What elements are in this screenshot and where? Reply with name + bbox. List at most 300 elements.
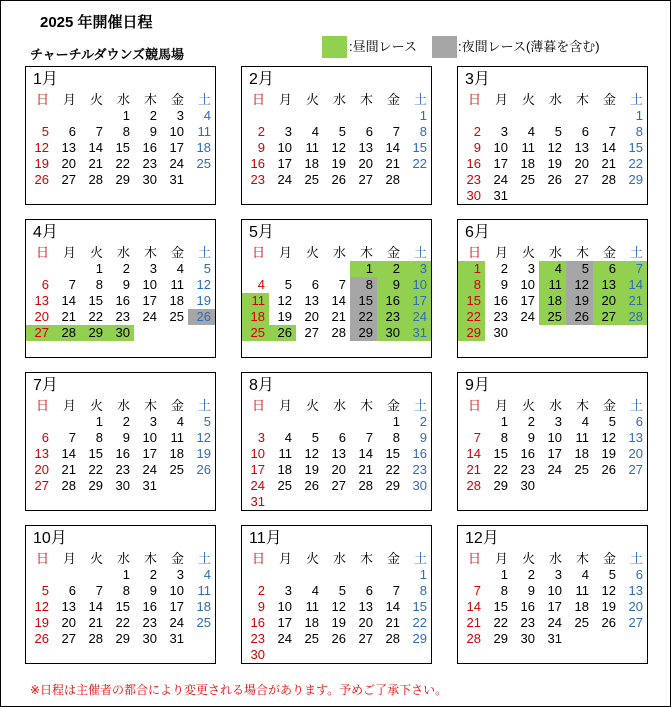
weekday-label: 土 [629, 398, 643, 413]
day-cell: 17 [142, 293, 157, 308]
day-cell: 7 [365, 430, 373, 445]
day-cell: 20 [358, 156, 373, 171]
day-cell: 20 [34, 462, 49, 477]
day-cell: 9 [500, 277, 508, 292]
empty-cell [242, 567, 269, 583]
weekday-label: 金 [170, 245, 184, 260]
empty-cell [269, 414, 296, 430]
day-cell: 29 [458, 325, 485, 341]
day-cell: 16 [520, 446, 535, 461]
day-cell: 29 [88, 478, 103, 493]
day-cell: 4 [311, 583, 319, 598]
legend-night-race-swatch [432, 36, 457, 58]
weekday-label: 木 [575, 92, 589, 107]
week-row [458, 583, 647, 599]
day-cell: 4 [203, 108, 211, 123]
weekday-label: 月 [494, 398, 508, 413]
day-cell: 27 [304, 325, 319, 340]
day-cell: 2 [377, 261, 404, 277]
day-cell: 21 [466, 462, 481, 477]
empty-cell [350, 567, 377, 583]
day-cell: 23 [142, 615, 157, 630]
empty-cell [593, 631, 620, 647]
day-cell: 31 [250, 494, 265, 509]
day-cell: 5 [338, 583, 346, 598]
day-cell: 28 [331, 325, 346, 340]
day-cell: 12 [196, 277, 211, 292]
empty-cell [269, 108, 296, 124]
weekday-label: 土 [629, 92, 643, 107]
day-cell: 25 [277, 478, 292, 493]
day-cell: 20 [628, 599, 643, 614]
weekday-header-row [26, 551, 215, 567]
day-cell: 1 [122, 108, 130, 123]
day-cell: 21 [88, 615, 103, 630]
day-cell: 29 [628, 172, 643, 187]
day-cell: 31 [169, 631, 184, 646]
day-cell: 1 [500, 414, 508, 429]
weekday-label: 火 [305, 92, 319, 107]
weekday-label: 土 [413, 245, 427, 260]
day-cell: 20 [358, 615, 373, 630]
week-row [26, 446, 215, 462]
weekday-label: 木 [143, 92, 157, 107]
day-cell: 13 [593, 277, 620, 293]
day-cell: 28 [61, 478, 76, 493]
day-cell: 25 [304, 172, 319, 187]
weekday-label: 水 [332, 245, 346, 260]
day-cell: 7 [473, 430, 481, 445]
day-cell: 15 [115, 140, 130, 155]
weekday-label: 月 [62, 92, 76, 107]
day-cell: 8 [392, 430, 400, 445]
day-cell: 26 [547, 172, 562, 187]
day-cell: 14 [61, 446, 76, 461]
day-cell: 22 [115, 156, 130, 171]
week-row [26, 156, 215, 172]
month-title: 9月 [465, 377, 490, 394]
week-row [26, 599, 215, 615]
empty-cell [269, 567, 296, 583]
month-title: 10月 [33, 530, 67, 547]
empty-cell [620, 325, 647, 341]
day-cell: 20 [593, 293, 620, 309]
weekday-label: 木 [143, 245, 157, 260]
week-row [458, 261, 647, 277]
weekday-label: 金 [602, 245, 616, 260]
day-cell: 12 [566, 277, 593, 293]
day-cell: 5 [338, 124, 346, 139]
day-cell: 12 [196, 430, 211, 445]
day-cell: 9 [149, 124, 157, 139]
empty-cell [80, 567, 107, 583]
empty-cell [296, 494, 323, 510]
day-cell: 30 [250, 647, 265, 662]
day-cell: 6 [365, 124, 373, 139]
day-cell: 29 [115, 631, 130, 646]
week-row [242, 261, 431, 277]
weekday-label: 水 [548, 551, 562, 566]
week-row [242, 277, 431, 293]
day-cell: 25 [304, 631, 319, 646]
weekday-label: 月 [278, 398, 292, 413]
day-cell: 26 [566, 309, 593, 325]
day-cell: 16 [250, 615, 265, 630]
day-cell: 21 [61, 462, 76, 477]
day-cell: 30 [107, 325, 134, 341]
month-calendar-grid [25, 66, 648, 664]
day-cell: 21 [385, 615, 400, 630]
weekday-header-row [458, 551, 647, 567]
empty-cell [350, 414, 377, 430]
day-cell: 28 [53, 325, 80, 341]
week-row [458, 140, 647, 156]
day-cell: 27 [358, 631, 373, 646]
day-cell: 30 [115, 478, 130, 493]
month-calendar [457, 525, 648, 664]
day-cell: 7 [608, 124, 616, 139]
day-cell: 18 [277, 462, 292, 477]
week-row [242, 172, 431, 188]
day-cell: 18 [196, 599, 211, 614]
day-cell: 20 [61, 156, 76, 171]
empty-cell [566, 188, 593, 204]
day-cell: 19 [34, 615, 49, 630]
day-cell: 17 [169, 599, 184, 614]
day-cell: 25 [539, 309, 566, 325]
day-cell: 21 [61, 309, 76, 324]
day-cell: 2 [419, 414, 427, 429]
empty-cell [593, 188, 620, 204]
weekday-label: 土 [197, 245, 211, 260]
day-cell: 13 [61, 599, 76, 614]
weekday-label: 日 [35, 551, 49, 566]
day-cell: 1 [392, 414, 400, 429]
weekday-label: 日 [467, 398, 481, 413]
month-calendar [241, 66, 432, 205]
week-row [26, 261, 215, 277]
day-cell: 12 [331, 140, 346, 155]
day-cell: 16 [412, 446, 427, 461]
day-cell: 27 [61, 172, 76, 187]
empty-cell [404, 172, 431, 188]
day-cell: 29 [115, 172, 130, 187]
day-cell: 19 [566, 293, 593, 309]
weekday-label: 水 [332, 398, 346, 413]
day-cell: 16 [142, 599, 157, 614]
empty-cell [350, 494, 377, 510]
empty-cell [620, 478, 647, 494]
day-cell: 26 [601, 615, 616, 630]
day-cell: 28 [385, 172, 400, 187]
empty-cell [539, 325, 566, 341]
day-cell: 19 [601, 446, 616, 461]
day-cell: 9 [377, 277, 404, 293]
day-cell: 4 [203, 567, 211, 582]
day-cell: 31 [547, 631, 562, 646]
weekday-label: 金 [170, 92, 184, 107]
weekday-label: 水 [332, 551, 346, 566]
weekday-label: 水 [116, 551, 130, 566]
day-cell: 6 [41, 430, 49, 445]
weekday-label: 金 [602, 92, 616, 107]
weekday-label: 日 [251, 92, 265, 107]
empty-cell [323, 647, 350, 663]
weekday-label: 土 [197, 551, 211, 566]
day-cell: 7 [68, 277, 76, 292]
week-row [26, 325, 215, 341]
day-cell: 15 [458, 293, 485, 309]
empty-cell [539, 478, 566, 494]
day-cell: 5 [608, 414, 616, 429]
day-cell: 30 [493, 325, 508, 340]
week-row [26, 108, 215, 124]
day-cell: 6 [635, 567, 643, 582]
day-cell: 31 [142, 478, 157, 493]
day-cell: 11 [170, 277, 184, 292]
empty-cell [458, 567, 485, 583]
day-cell: 27 [331, 478, 346, 493]
weekday-label: 木 [143, 398, 157, 413]
weekday-label: 火 [521, 245, 535, 260]
month-calendar [457, 372, 648, 511]
weekday-label: 日 [251, 398, 265, 413]
day-cell: 17 [547, 599, 562, 614]
week-row [26, 430, 215, 446]
day-cell: 6 [311, 277, 319, 292]
day-cell: 6 [68, 583, 76, 598]
week-row [26, 631, 215, 647]
day-cell: 9 [122, 277, 130, 292]
day-cell: 8 [95, 277, 103, 292]
day-cell: 27 [34, 478, 49, 493]
weekday-label: 火 [521, 92, 535, 107]
day-cell: 1 [419, 108, 427, 123]
day-cell: 17 [493, 156, 508, 171]
day-cell: 4 [311, 124, 319, 139]
day-cell: 26 [331, 631, 346, 646]
day-cell: 15 [493, 446, 508, 461]
weekday-label: 金 [602, 551, 616, 566]
day-cell: 24 [277, 172, 292, 187]
empty-cell [458, 414, 485, 430]
weekday-header-row [458, 92, 647, 108]
month-title: 2月 [249, 71, 274, 88]
weekday-label: 金 [170, 398, 184, 413]
day-cell: 13 [304, 293, 319, 308]
day-cell: 25 [196, 615, 211, 630]
weekday-label: 火 [305, 398, 319, 413]
day-cell: 1 [419, 567, 427, 582]
month-title: 3月 [465, 71, 490, 88]
empty-cell [458, 108, 485, 124]
day-cell: 26 [196, 462, 211, 477]
weekday-label: 木 [575, 245, 589, 260]
weekday-label: 日 [35, 398, 49, 413]
day-cell: 20 [574, 156, 589, 171]
week-row [242, 599, 431, 615]
day-cell: 1 [122, 567, 130, 582]
week-row [458, 309, 647, 325]
day-cell: 29 [412, 631, 427, 646]
day-cell: 14 [358, 446, 373, 461]
weekday-label: 火 [305, 551, 319, 566]
day-cell: 24 [277, 631, 292, 646]
day-cell: 4 [527, 124, 535, 139]
week-row [458, 172, 647, 188]
day-cell: 28 [466, 631, 481, 646]
empty-cell [242, 414, 269, 430]
day-cell: 25 [169, 309, 184, 324]
empty-cell [26, 108, 53, 124]
day-cell: 23 [115, 309, 130, 324]
week-row [458, 277, 647, 293]
month-calendar [241, 525, 432, 664]
day-cell: 18 [169, 293, 184, 308]
day-cell: 1 [95, 414, 103, 429]
day-cell: 12 [601, 583, 616, 598]
weekday-header-row [242, 551, 431, 567]
day-cell: 5 [203, 261, 211, 276]
empty-cell [566, 478, 593, 494]
day-cell: 3 [527, 261, 535, 276]
day-cell: 16 [115, 293, 130, 308]
day-cell: 18 [169, 446, 184, 461]
day-cell: 23 [520, 615, 535, 630]
day-cell: 22 [412, 615, 427, 630]
day-cell: 7 [473, 583, 481, 598]
empty-cell [80, 108, 107, 124]
weekday-label: 月 [494, 92, 508, 107]
day-cell: 23 [493, 309, 508, 324]
day-cell: 18 [304, 615, 319, 630]
weekday-label: 日 [251, 245, 265, 260]
day-cell: 9 [527, 430, 535, 445]
day-cell: 1 [500, 567, 508, 582]
day-cell: 19 [304, 462, 319, 477]
empty-cell [593, 478, 620, 494]
day-cell: 16 [377, 293, 404, 309]
day-cell: 9 [473, 140, 481, 155]
day-cell: 8 [500, 583, 508, 598]
week-row [458, 446, 647, 462]
day-cell: 5 [311, 430, 319, 445]
empty-cell [323, 108, 350, 124]
empty-cell [512, 325, 539, 341]
day-cell: 20 [34, 309, 49, 324]
day-cell: 11 [278, 446, 292, 461]
day-cell: 15 [628, 140, 643, 155]
weekday-label: 月 [62, 551, 76, 566]
month-calendar [25, 372, 216, 511]
day-cell: 10 [520, 277, 535, 292]
day-cell: 31 [404, 325, 431, 341]
day-cell: 18 [520, 156, 535, 171]
empty-cell [188, 478, 215, 494]
empty-cell [620, 188, 647, 204]
day-cell: 6 [338, 430, 346, 445]
day-cell: 14 [88, 599, 103, 614]
week-row [26, 478, 215, 494]
weekday-label: 土 [197, 92, 211, 107]
day-cell: 17 [404, 293, 431, 309]
day-cell: 27 [26, 325, 53, 341]
day-cell: 12 [34, 140, 49, 155]
weekday-label: 月 [62, 245, 76, 260]
week-row [242, 478, 431, 494]
empty-cell [539, 108, 566, 124]
day-cell: 25 [574, 615, 589, 630]
day-cell: 13 [358, 599, 373, 614]
empty-cell [53, 414, 80, 430]
weekday-header-row [458, 245, 647, 261]
day-cell: 26 [269, 325, 296, 341]
day-cell: 29 [493, 631, 508, 646]
day-cell: 1 [458, 261, 485, 277]
day-cell: 25 [242, 325, 269, 341]
day-cell: 4 [176, 261, 184, 276]
weekday-label: 火 [89, 398, 103, 413]
day-cell: 17 [520, 293, 535, 308]
day-cell: 15 [412, 599, 427, 614]
day-cell: 19 [277, 309, 292, 324]
day-cell: 14 [61, 293, 76, 308]
day-cell: 23 [250, 631, 265, 646]
day-cell: 15 [115, 599, 130, 614]
day-cell: 6 [581, 124, 589, 139]
day-cell: 8 [635, 124, 643, 139]
weekday-label: 木 [575, 551, 589, 566]
day-cell: 26 [34, 631, 49, 646]
day-cell: 22 [115, 615, 130, 630]
page-title: 2025 年開催日程 [40, 14, 153, 31]
day-cell: 11 [305, 140, 319, 155]
venue-name: チャーチルダウンズ競馬場 [30, 47, 185, 62]
weekday-label: 土 [413, 551, 427, 566]
day-cell: 28 [601, 172, 616, 187]
month-title: 8月 [249, 377, 274, 394]
day-cell: 24 [169, 156, 184, 171]
day-cell: 9 [122, 430, 130, 445]
day-cell: 3 [149, 261, 157, 276]
day-cell: 3 [284, 124, 292, 139]
day-cell: 23 [520, 462, 535, 477]
week-row [242, 446, 431, 462]
day-cell: 16 [466, 156, 481, 171]
day-cell: 21 [620, 293, 647, 309]
week-row [458, 108, 647, 124]
day-cell: 22 [412, 156, 427, 171]
day-cell: 14 [385, 140, 400, 155]
weekday-label: 木 [359, 245, 373, 260]
day-cell: 16 [142, 140, 157, 155]
week-row [26, 414, 215, 430]
day-cell: 3 [176, 567, 184, 582]
week-row [242, 615, 431, 631]
day-cell: 13 [61, 140, 76, 155]
weekday-label: 金 [602, 398, 616, 413]
empty-cell [242, 108, 269, 124]
day-cell: 27 [61, 631, 76, 646]
day-cell: 5 [554, 124, 562, 139]
month-calendar [25, 66, 216, 205]
week-row [26, 293, 215, 309]
week-row [458, 188, 647, 204]
weekday-header-row [458, 398, 647, 414]
day-cell: 15 [88, 293, 103, 308]
day-cell: 13 [628, 583, 643, 598]
day-cell: 8 [419, 583, 427, 598]
